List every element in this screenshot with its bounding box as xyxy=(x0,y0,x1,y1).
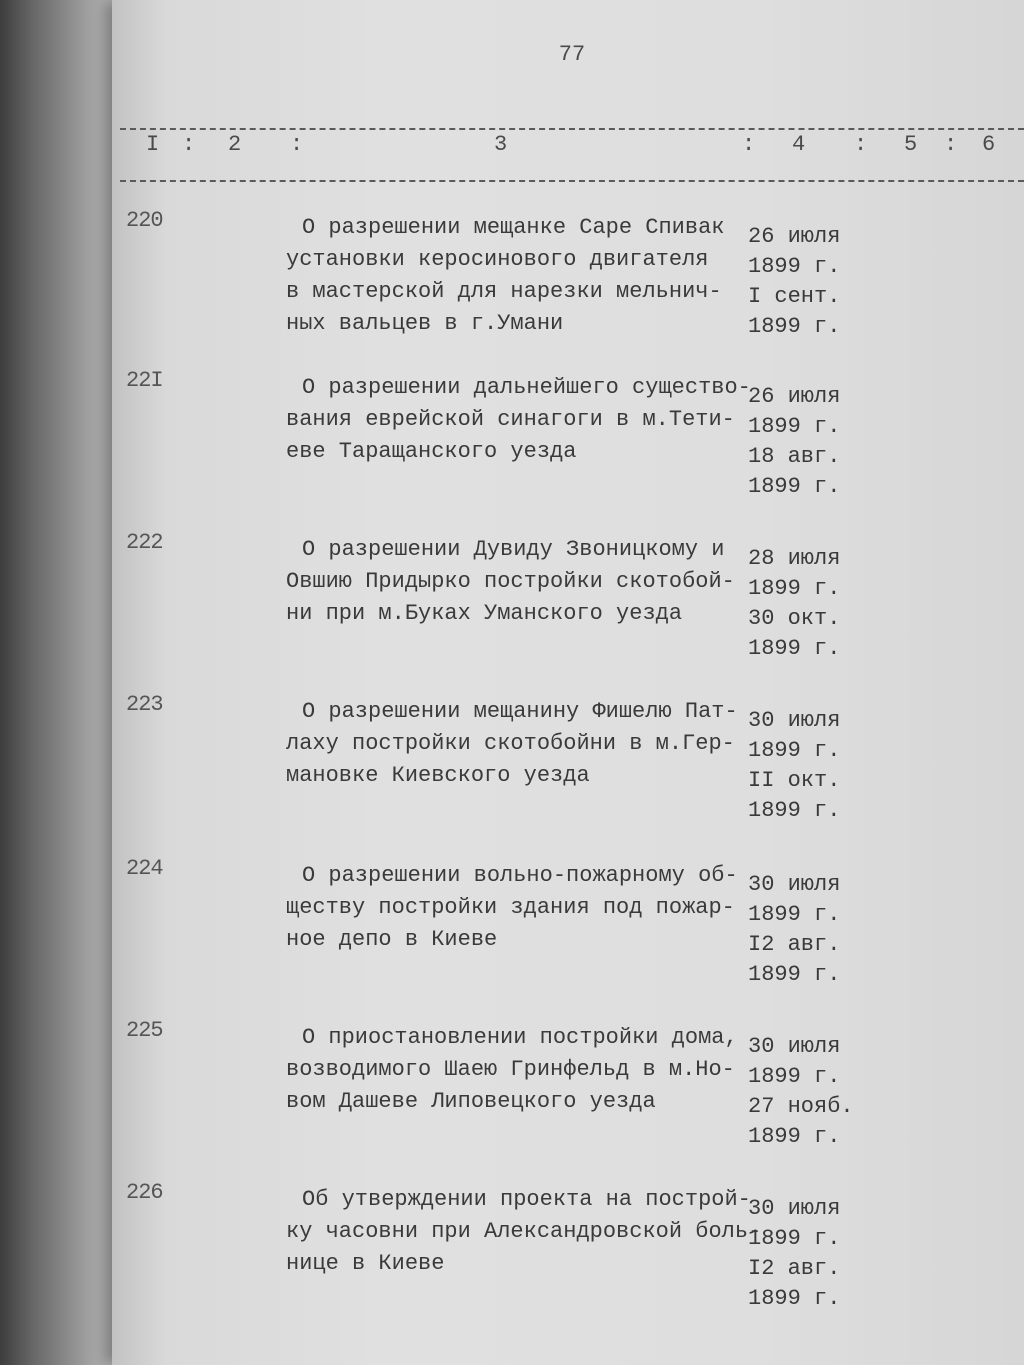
date-start-year: 1899 г. xyxy=(748,576,841,601)
date-start: 26 июля xyxy=(748,224,841,249)
date-end: I2 авг. xyxy=(748,932,841,957)
header-sep: : xyxy=(854,132,868,157)
entry-description xyxy=(286,372,751,468)
entry-number: 22I xyxy=(126,368,163,393)
entry-dates xyxy=(748,706,840,826)
header-col-5: 5 xyxy=(904,132,918,157)
description-line: О разрешении мещанину Фишелю Пат- xyxy=(302,699,738,724)
header-sep: : xyxy=(944,132,958,157)
date-end: I сент. xyxy=(748,284,841,309)
description-line: О разрешении дальнейшего существо- xyxy=(302,375,751,400)
date-start: 30 июля xyxy=(748,1034,841,1059)
date-start: 30 июля xyxy=(748,1196,841,1221)
header-sep: : xyxy=(290,132,304,157)
header-col-4: 4 xyxy=(792,132,806,157)
description-line: Об утверждении проекта на построй- xyxy=(302,1187,751,1212)
header-col-3: 3 xyxy=(494,132,508,157)
date-start-year: 1899 г. xyxy=(748,1226,841,1251)
entry-dates xyxy=(748,544,840,664)
date-end-year: 1899 г. xyxy=(748,474,841,499)
date-start-year: 1899 г. xyxy=(748,902,841,927)
description-line: лаху постройки скотобойни в м.Гер- xyxy=(286,731,735,756)
description-line: еве Таращанского уезда xyxy=(286,439,577,464)
description-line: О разрешении вольно-пожарному об- xyxy=(302,863,738,888)
description-line: О приостановлении постройки дома, xyxy=(302,1025,738,1050)
header-col-2: 2 xyxy=(228,132,242,157)
date-start: 30 июля xyxy=(748,872,841,897)
entry-description xyxy=(286,860,746,956)
description-line: нице в Киеве xyxy=(286,1251,445,1276)
table-header-bottom-rule xyxy=(120,180,1024,182)
header-col-1: I xyxy=(146,132,160,157)
date-end-year: 1899 г. xyxy=(748,1286,841,1311)
table-header-top-rule xyxy=(120,128,1024,130)
page xyxy=(112,0,1024,1365)
date-end-year: 1899 г. xyxy=(748,798,841,823)
date-end: I2 авг. xyxy=(748,1256,841,1281)
date-end-year: 1899 г. xyxy=(748,314,841,339)
entry-number: 220 xyxy=(126,208,163,233)
date-start-year: 1899 г. xyxy=(748,254,841,279)
entry-number: 224 xyxy=(126,856,163,881)
date-end: 27 нояб. xyxy=(748,1094,854,1119)
header-sep: : xyxy=(182,132,196,157)
entry-description xyxy=(286,212,746,340)
entry-number: 225 xyxy=(126,1018,163,1043)
entry-description xyxy=(286,534,746,630)
description-line: Овшию Придырко постройки скотобой- xyxy=(286,569,735,594)
date-end: 18 авг. xyxy=(748,444,841,469)
entry-number: 226 xyxy=(126,1180,163,1205)
description-line: возводимого Шаею Гринфельд в м.Но- xyxy=(286,1057,735,1082)
description-line: ни при м.Буках Уманского уезда xyxy=(286,601,683,626)
date-start: 26 июля xyxy=(748,384,841,409)
entry-dates xyxy=(748,222,840,342)
entry-number: 223 xyxy=(126,692,163,717)
date-start-year: 1899 г. xyxy=(748,414,841,439)
entry-description xyxy=(286,1022,746,1118)
description-line: мановке Киевского уезда xyxy=(286,763,590,788)
description-line: О разрешении мещанке Саре Спивак xyxy=(302,215,725,240)
date-end: II окт. xyxy=(748,768,841,793)
entry-dates xyxy=(748,1194,840,1314)
date-end: 30 окт. xyxy=(748,606,841,631)
date-start-year: 1899 г. xyxy=(748,738,841,763)
description-line: установки керосинового двигателя xyxy=(286,247,709,272)
date-start: 28 июля xyxy=(748,546,841,571)
description-line: О разрешении Дувиду Звоницкому и xyxy=(302,537,725,562)
date-end-year: 1899 г. xyxy=(748,1124,841,1149)
header-sep: : xyxy=(742,132,756,157)
date-start: 30 июля xyxy=(748,708,841,733)
entry-description xyxy=(286,1184,762,1280)
book-binding xyxy=(0,0,118,1365)
page-number: 77 xyxy=(558,42,586,67)
date-end-year: 1899 г. xyxy=(748,962,841,987)
description-line: вом Дашеве Липовецкого уезда xyxy=(286,1089,656,1114)
description-line: вания еврейской синагоги в м.Тети- xyxy=(286,407,735,432)
entry-number: 222 xyxy=(126,530,163,555)
description-line: в мастерской для нарезки мельнич- xyxy=(286,279,722,304)
entry-description xyxy=(286,696,746,792)
description-line: ных вальцев в г.Умани xyxy=(286,311,564,336)
date-start-year: 1899 г. xyxy=(748,1064,841,1089)
entry-dates xyxy=(748,1032,854,1152)
entry-dates xyxy=(748,870,840,990)
date-end-year: 1899 г. xyxy=(748,636,841,661)
description-line: ку часовни при Александровской боль- xyxy=(286,1219,762,1244)
description-line: ное депо в Киеве xyxy=(286,927,498,952)
header-col-6: 6 xyxy=(982,132,996,157)
entry-dates xyxy=(748,382,840,502)
description-line: ществу постройки здания под пожар- xyxy=(286,895,735,920)
